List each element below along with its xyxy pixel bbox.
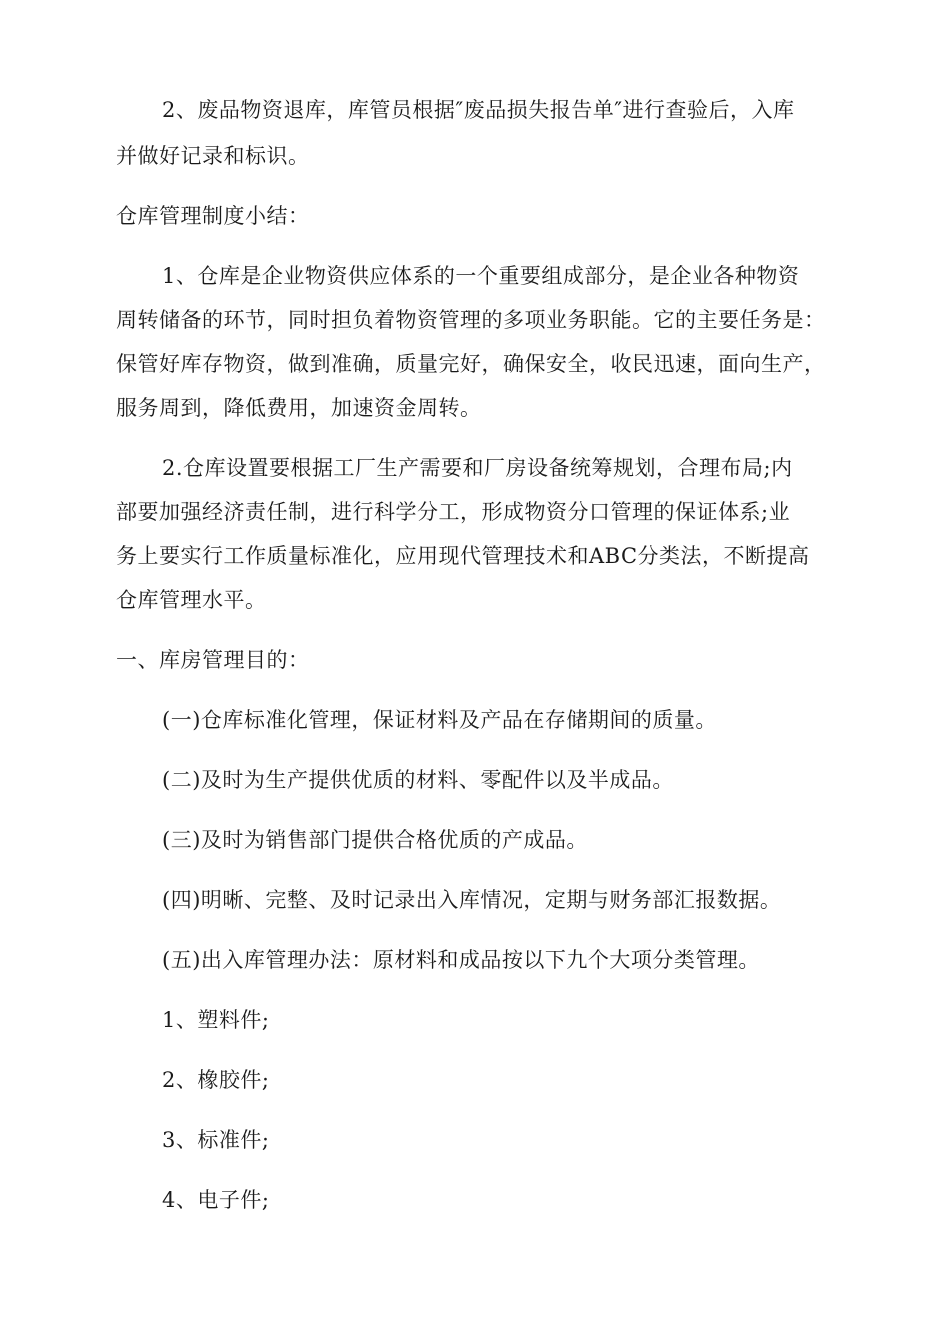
list-item: (三)及时为销售部门提供合格优质的产成品。	[162, 828, 588, 852]
paragraph-line: 部要加强经济责任制，进行科学分工，形成物资分口管理的保证体系;业	[116, 500, 791, 524]
paragraph-line: 2.仓库设置要根据工厂生产需要和厂房设备统筹规划，合理布局;内	[162, 456, 793, 480]
list-item: (一)仓库标准化管理，保证材料及产品在存储期间的质量。	[162, 708, 717, 732]
list-item: 2、橡胶件;	[162, 1068, 270, 1092]
paragraph-line: 2、废品物资退库，库管员根据″废品损失报告单″进行查验后，入库	[162, 98, 795, 122]
list-item: (四)明晰、完整、及时记录出入库情况，定期与财务部汇报数据。	[162, 888, 782, 912]
list-item: 3、标准件;	[162, 1128, 270, 1152]
list-item: 4、电子件;	[162, 1188, 270, 1212]
list-item: (二)及时为生产提供优质的材料、零配件以及半成品。	[162, 768, 674, 792]
paragraph-line: 服务周到，降低费用，加速资金周转。	[116, 396, 482, 420]
section-heading: 仓库管理制度小结：	[116, 204, 310, 228]
section-heading: 一、库房管理目的：	[116, 648, 310, 672]
paragraph-line: 并做好记录和标识。	[116, 144, 310, 168]
paragraph-line: 周转储备的环节，同时担负着物资管理的多项业务职能。它的主要任务是：	[116, 308, 826, 332]
list-item: (五)出入库管理办法：原材料和成品按以下九个大项分类管理。	[162, 948, 760, 972]
paragraph-line: 保管好库存物资，做到准确，质量完好，确保安全，收民迅速，面向生产，	[116, 352, 826, 376]
paragraph-line: 务上要实行工作质量标准化，应用现代管理技术和ABC分类法，不断提高	[116, 544, 810, 568]
list-item: 1、塑料件;	[162, 1008, 270, 1032]
paragraph-line: 仓库管理水平。	[116, 588, 267, 612]
paragraph-line: 1、仓库是企业物资供应体系的一个重要组成部分，是企业各种物资	[162, 264, 800, 288]
